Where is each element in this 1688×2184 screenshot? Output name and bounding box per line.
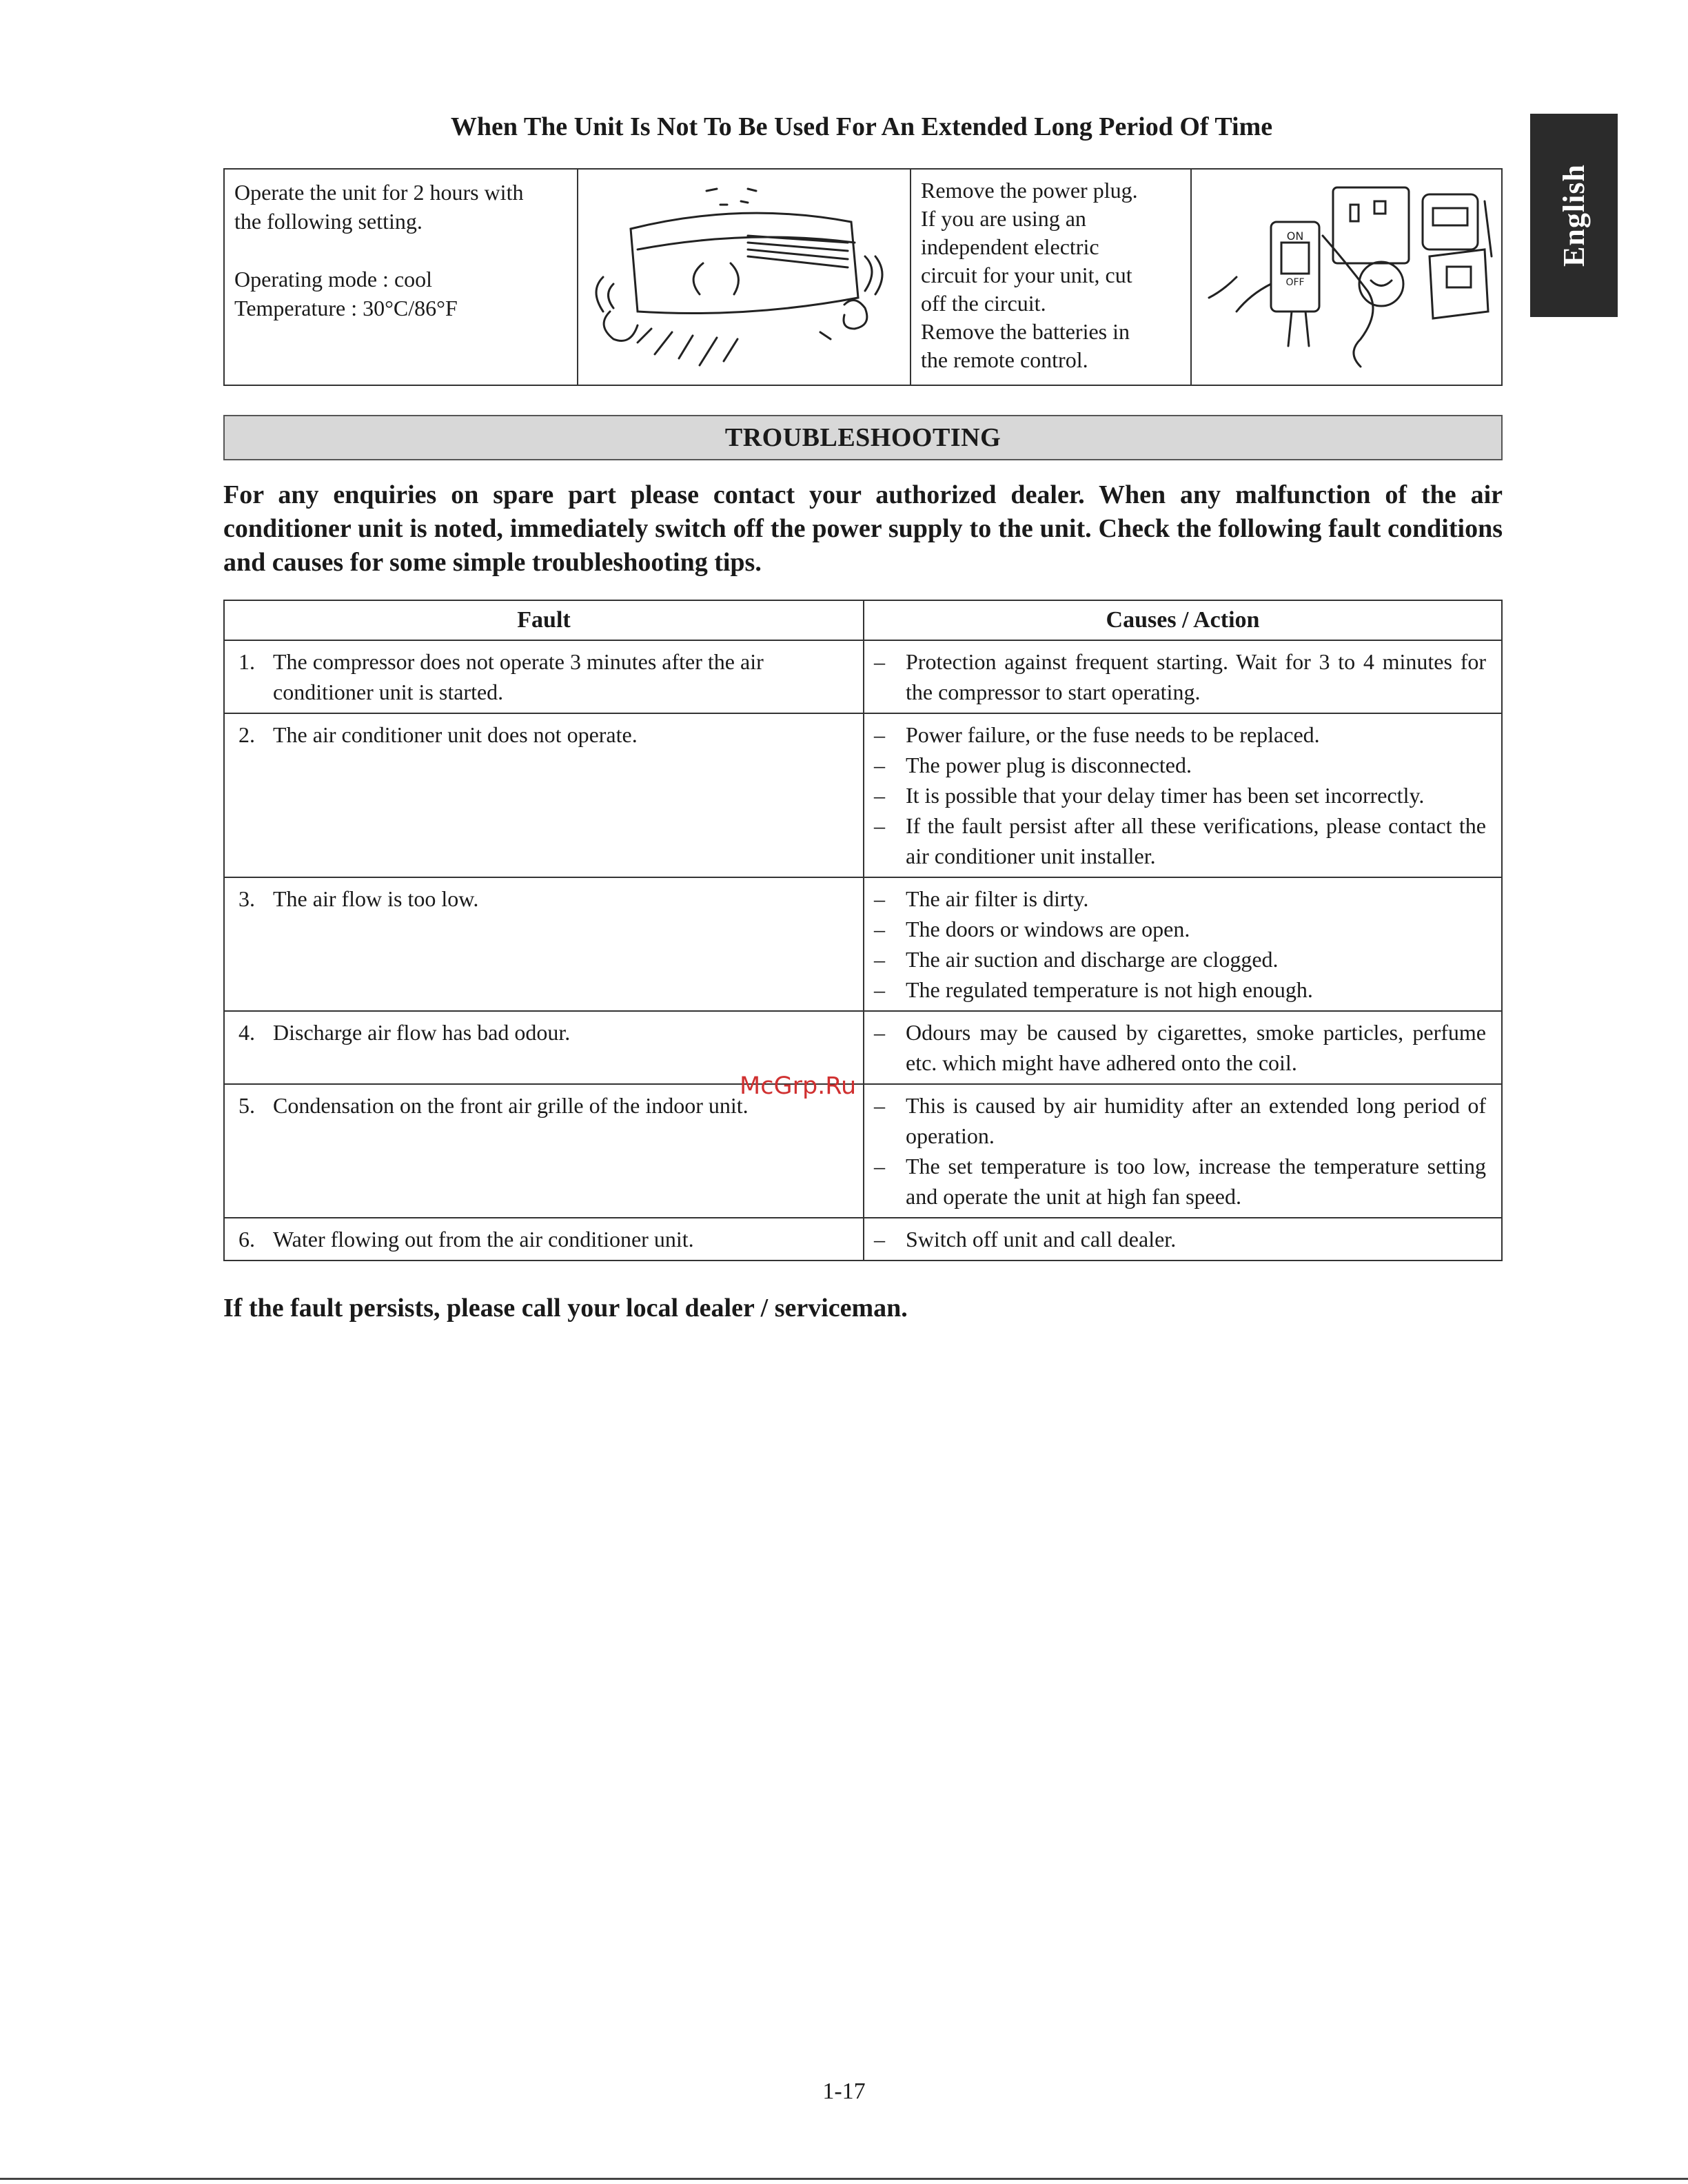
- cause-text: The power plug is disconnected.: [906, 753, 1192, 777]
- cause-item: [874, 780, 1486, 810]
- cause-item: [874, 750, 1486, 780]
- causes-cell: [864, 640, 1502, 713]
- dash-bullet: –: [874, 649, 885, 674]
- table-row: [224, 1011, 1502, 1084]
- ac-unit-illustration: [578, 170, 911, 385]
- cause-item: [874, 944, 1486, 974]
- dash-bullet: –: [874, 1093, 885, 1118]
- dash-bullet: –: [874, 977, 885, 1002]
- cause-item: [874, 720, 1486, 750]
- dash-bullet: –: [874, 783, 885, 808]
- table-row: [224, 1218, 1502, 1261]
- fault-cell: [224, 1218, 864, 1261]
- table-row: [224, 640, 1502, 713]
- cause-text: It is possible that your delay timer has been set incorrectly.: [906, 783, 1425, 808]
- dash-bullet: –: [874, 722, 885, 747]
- unplug-illustration: [1192, 170, 1501, 385]
- causes-cell: [864, 713, 1502, 877]
- cause-item: [874, 914, 1486, 944]
- switch-off-label: OFF: [1285, 277, 1305, 288]
- fault-text: The air flow is too low.: [273, 886, 479, 911]
- fault-number: 5.: [238, 1093, 255, 1118]
- causes-cell: [864, 1084, 1502, 1218]
- cause-item: [874, 974, 1486, 1005]
- extended-period-title: When The Unit Is Not To Be Used For An Extended Long Period Of Time: [450, 112, 1273, 141]
- dash-bullet: –: [874, 753, 885, 777]
- cause-item: [874, 646, 1486, 707]
- closing-note: If the fault persists, please call your local dealer / serviceman.: [223, 1294, 908, 1323]
- bottom-rule: [0, 2178, 1688, 2180]
- cause-text: The air suction and discharge are clogged.: [906, 947, 1279, 972]
- cause-item: [874, 884, 1486, 914]
- fault-text: Condensation on the front air grille of the indoor unit.: [273, 1093, 749, 1118]
- dash-bullet: –: [874, 1020, 885, 1045]
- causes-cell: [864, 1218, 1502, 1261]
- fault-cell: [224, 713, 864, 877]
- fault-number: 2.: [238, 722, 255, 747]
- power-plug-switch-icon: [1195, 174, 1498, 380]
- fault-cell: [224, 1084, 864, 1218]
- cause-text: The doors or windows are open.: [906, 917, 1190, 941]
- cause-text: Switch off unit and call dealer.: [906, 1227, 1177, 1252]
- dash-bullet: –: [874, 917, 885, 941]
- cause-text: The regulated temperature is not high enough.: [906, 977, 1313, 1002]
- troubleshooting-title: TROUBLESHOOTING: [724, 423, 1001, 452]
- troubleshooting-banner: [223, 415, 1503, 460]
- causes-cell: [864, 877, 1502, 1011]
- fault-number: 4.: [238, 1020, 255, 1045]
- cause-text: This is caused by air humidity after an extended long period of operation.: [906, 1093, 1486, 1148]
- dash-bullet: –: [874, 1227, 885, 1252]
- dash-bullet: –: [874, 813, 885, 838]
- troubleshooting-table: [223, 600, 1503, 1261]
- table-header-row: [224, 600, 1502, 640]
- cause-text: Odours may be caused by cigarettes, smoke particles, perfume etc. which might have adhered onto the coil.: [906, 1020, 1486, 1075]
- extended-period-table: [223, 168, 1503, 386]
- dash-bullet: –: [874, 947, 885, 972]
- cause-item: [874, 1017, 1486, 1078]
- watermark-text: McGrp.Ru: [740, 1072, 857, 1100]
- dash-bullet: –: [874, 1154, 885, 1178]
- running-ac-unit-icon: [582, 174, 906, 380]
- cause-item: [874, 1151, 1486, 1212]
- header-fault: Fault: [224, 600, 864, 640]
- language-tab-label: English: [1557, 164, 1591, 267]
- fault-text: The compressor does not operate 3 minutes after the air conditioner unit is started.: [273, 649, 764, 704]
- cause-item: [874, 1090, 1486, 1151]
- fault-number: 1.: [238, 649, 255, 674]
- language-tab: [1530, 114, 1618, 317]
- cause-text: The air filter is dirty.: [906, 886, 1089, 911]
- header-causes: Causes / Action: [864, 600, 1502, 640]
- cool-mode-instructions: Operate the unit for 2 hours with the following setting. Operating mode : cool Temperature : 30°C/86°F: [225, 170, 578, 385]
- unplug-instructions: Remove the power plug. If you are using an independent electric circuit for your unit, cut off the circuit. Remove the batteries in the remote control.: [911, 170, 1192, 385]
- fault-cell: [224, 640, 864, 713]
- switch-on-label: ON: [1286, 229, 1303, 243]
- table-row: [224, 1084, 1502, 1218]
- table-row: [224, 877, 1502, 1011]
- cause-text: Protection against frequent starting. Wait for 3 to 4 minutes for the compressor to start operating.: [906, 649, 1486, 704]
- fault-number: 3.: [238, 886, 255, 911]
- fault-cell: [224, 877, 864, 1011]
- fault-text: The air conditioner unit does not operate.: [273, 722, 638, 747]
- cause-text: The set temperature is too low, increase the temperature setting and operate the unit at high fan speed.: [906, 1154, 1486, 1209]
- table-row: [224, 713, 1502, 877]
- fault-text: Water flowing out from the air conditioner unit.: [273, 1227, 694, 1252]
- fault-number: 6.: [238, 1227, 255, 1252]
- cause-text: If the fault persist after all these verifications, please contact the air conditioner unit installer.: [906, 813, 1486, 868]
- troubleshooting-intro: For any enquiries on spare part please contact your authorized dealer. When any malfunction of the air conditioner unit is noted, immediately switch off the power supply to the unit. Check the following fault conditions and causes for some simple troubleshooting tips.: [223, 480, 1503, 577]
- cause-item: [874, 1224, 1486, 1254]
- cause-item: [874, 810, 1486, 871]
- dash-bullet: –: [874, 886, 885, 911]
- cause-text: Power failure, or the fuse needs to be replaced.: [906, 722, 1320, 747]
- causes-cell: [864, 1011, 1502, 1084]
- fault-text: Discharge air flow has bad odour.: [273, 1020, 571, 1045]
- page-number: 1-17: [822, 2079, 866, 2104]
